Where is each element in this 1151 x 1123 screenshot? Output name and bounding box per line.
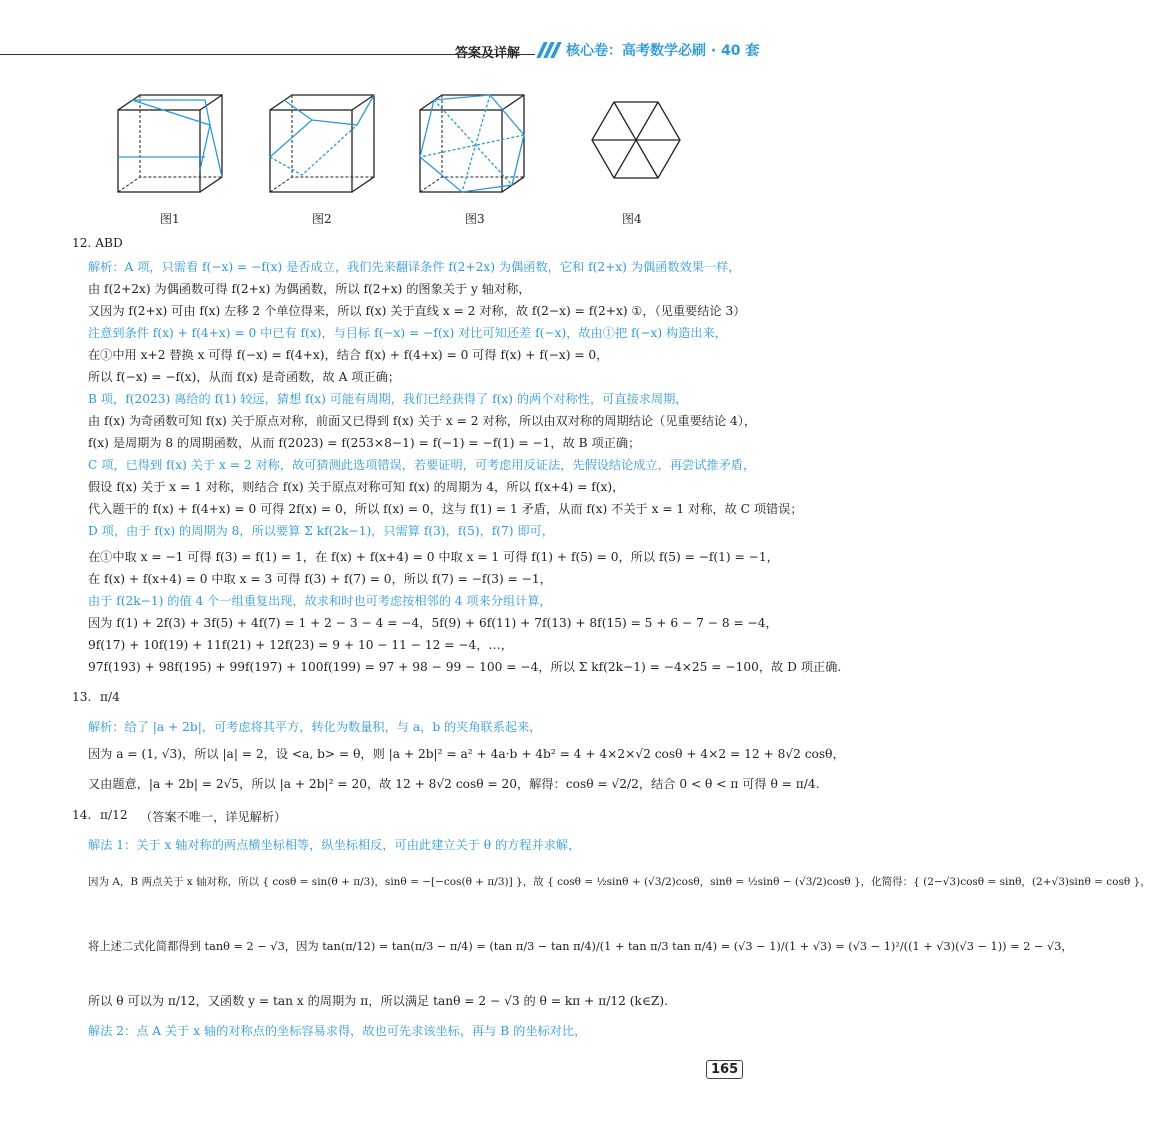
solution-line: 由于 f(2k−1) 的值 4 个一组重复出现，故求和时也可考虑按相邻的 4 项来分组计算， <box>88 594 552 608</box>
solution-line: 在①中取 x = −1 可得 f(3) = f(1) = 1，在 f(x) + f(x+4) = 0 中取 x = 1 可得 f(1) + f(5) = 0，所以 f(5) = −f(1) = −1， <box>88 550 779 564</box>
solution-line: C 项，已得到 f(x) 关于 x = 2 对称，故可猜测此选项错误，若要证明，可考虑用反证法，先假设结论成立，再尝试推矛盾， <box>88 458 756 472</box>
cube-figure-2 <box>262 90 382 205</box>
solution-line: 由 f(x) 为奇函数可知 f(x) 关于原点对称，前面又已得到 f(x) 关于 x = 2 对称，所以由双对称的周期结论（见重要结论 4）， <box>88 414 757 428</box>
solution-line: 所以 f(−x) = −f(x)，从而 f(x) 是奇函数，故 A 项正确； <box>88 370 401 384</box>
solution-line: 因为 a = (1, √3)，所以 |a| = 2，设 <a, b> = θ，则 |a + 2b|² = a² + 4a·b + 4b² = 4 + 4×2×√2 cosθ + 4×2 = 12 + 8√2 cosθ， <box>88 747 845 761</box>
solution-line: 因为 f(1) + 2f(3) + 3f(5) + 4f(7) = 1 + 2 − 3 − 4 = −4，5f(9) + 6f(11) + 7f(13) + 8f(15) = 5 + 6 − 7 − 8 = −4， <box>88 616 778 630</box>
solution-line: 注意到条件 f(x) + f(4+x) = 0 中已有 f(x)，与目标 f(−x) = −f(x) 对比可知还差 f(−x)，故由①把 f(−x) 构造出来， <box>88 326 727 340</box>
hexagon-figure-4 <box>590 90 690 205</box>
solution-line: 又因为 f(2+x) 可由 f(x) 左移 2 个单位得来，所以 f(x) 关于直线 x = 2 对称，故 f(2−x) = f(2+x) ①，（见重要结论 3） <box>88 304 746 318</box>
header-section-title: 答案及详解 <box>455 46 521 61</box>
figure-caption: 图1 <box>160 212 180 226</box>
cube-figure-3 <box>412 90 537 205</box>
solution-line: D 项，由于 f(x) 的周期为 8，所以要算 Σ kf(2k−1)，只需算 f(3)，f(5)，f(7) 即可， <box>88 524 554 538</box>
figure-caption: 图4 <box>622 212 642 226</box>
question-13-number: 13. <box>72 690 92 704</box>
question-14-number: 14. <box>72 808 92 822</box>
solution-line: 解析：给了 |a + 2b|，可考虑将其平方，转化为数量积，与 a，b 的夹角联系起来， <box>88 720 542 734</box>
solution-line: f(x) 是周期为 8 的周期函数，从而 f(2023) = f(253×8−1) = f(−1) = −f(1) = −1，故 B 项正确； <box>88 436 641 450</box>
solution-line: 代入题干的 f(x) + f(4+x) = 0 可得 2f(x) = 0，所以 f(x) = 0，这与 f(1) = 1 矛盾，从而 f(x) 不关于 x = 1 对称，故 C 项错误； <box>88 502 803 516</box>
solution-line: 由 f(2+2x) 为偶函数可得 f(2+x) 为偶函数，所以 f(2+x) 的图象关于 y 轴对称， <box>88 282 531 296</box>
solution-line: 9f(17) + 10f(19) + 11f(21) + 12f(23) = 9 + 10 − 11 − 12 = −4，…， <box>88 638 513 652</box>
question-14-answer: π/12 <box>100 808 128 822</box>
figure-caption: 图2 <box>312 212 332 226</box>
question-13-answer: π/4 <box>100 690 120 704</box>
solution-line: 假设 f(x) 关于 x = 1 对称，则结合 f(x) 关于原点对称可知 f(x) 的周期为 4，所以 f(x+4) = f(x)， <box>88 480 625 494</box>
page-number: 165 <box>706 1060 743 1079</box>
solution-line: 解析：A 项，只需看 f(−x) = −f(x) 是否成立，我们先来翻译条件 f(2+2x) 为偶函数，它和 f(2+x) 为偶函数效果一样， <box>88 260 741 274</box>
header-stripes-decoration <box>536 42 562 58</box>
solution-line: 解法 1：关于 x 轴对称的两点横坐标相等，纵坐标相反，可由此建立关于 θ 的方程并求解， <box>88 838 581 852</box>
solution-line: 将上述二式化简都得到 tanθ = 2 − √3，因为 tan(π/12) = tan(π/3 − π/4) = (tan π/3 − tan π/4)/(1 + tan π/3 tan π/4) = (√3 − 1)/(1 + √3) = (√3 − 1)²/((1 + √3)(√3 − 1)) = 2 − √3， <box>88 940 1073 953</box>
solution-line: 97f(193) + 98f(195) + 99f(197) + 100f(199) = 97 + 98 − 99 − 100 = −4，所以 Σ kf(2k−1) = −4×25 = −100，故 D 项正确. <box>88 660 842 674</box>
cube-figure-1 <box>110 90 230 205</box>
question-14-note: （答案不唯一，详见解析） <box>140 810 287 824</box>
header-book-title: 核心卷：高考数学必刷 · 40 套 <box>566 43 760 59</box>
solution-line: 在 f(x) + f(x+4) = 0 中取 x = 3 可得 f(3) + f(7) = 0，所以 f(7) = −f(3) = −1， <box>88 572 552 586</box>
solution-line: 解法 2：点 A 关于 x 轴的对称点的坐标容易求得，故也可先求该坐标，再与 B 的坐标对比， <box>88 1024 587 1038</box>
solution-line: B 项，f(2023) 离给的 f(1) 较远，猜想 f(x) 可能有周期，我们已经获得了 f(x) 的两个对称性，可直接求周期， <box>88 392 688 406</box>
solution-line: 又由题意，|a + 2b| = 2√5，所以 |a + 2b|² = 20，故 12 + 8√2 cosθ = 20，解得：cosθ = √2/2，结合 0 < θ < π 可得 θ = π/4. <box>88 777 820 791</box>
solution-line: 所以 θ 可以为 π/12，又函数 y = tan x 的周期为 π，所以满足 tanθ = 2 − √3 的 θ = kπ + π/12 (k∈Z). <box>88 994 668 1008</box>
question-12-answer: 12. ABD <box>72 236 123 250</box>
solution-line: 在①中用 x+2 替换 x 可得 f(−x) = f(4+x)，结合 f(x) + f(4+x) = 0 可得 f(x) + f(−x) = 0， <box>88 348 609 362</box>
figure-caption: 图3 <box>465 212 485 226</box>
solution-line: 因为 A，B 两点关于 x 轴对称，所以 { cosθ = sin(θ + π/3)，sinθ = −[−cos(θ + π/3)] }，故 { cosθ = ½sinθ + (√3/2)cosθ，sinθ = ½sinθ − (√3/2)cosθ }，化简得：{ (2−√3)cosθ = sinθ，(2+√3)sinθ = cosθ }， <box>88 876 1151 888</box>
